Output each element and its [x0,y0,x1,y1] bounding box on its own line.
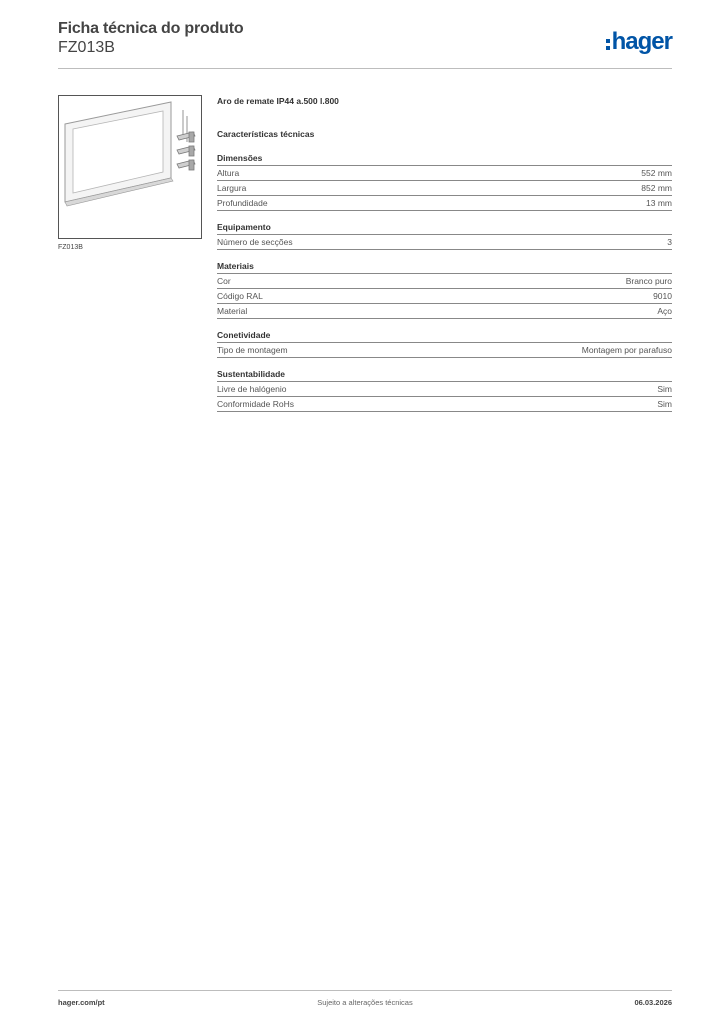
section-dimensoes [217,153,672,211]
spec-row [217,289,672,304]
image-caption: FZ013B [58,244,83,251]
spec-row [217,343,672,358]
section-title: Sustentabilidade [217,369,672,382]
spec-label: Cor [217,276,231,286]
finishing-frame-image [59,96,201,238]
spec-value: Sim [657,384,672,394]
section-title: Equipamento [217,222,672,235]
spec-label: Livre de halógenio [217,384,287,394]
tech-heading: Características técnicas [217,129,315,139]
page-header [58,20,672,68]
spec-row [217,397,672,412]
section-title: Conetividade [217,330,672,343]
logo-text: hager [611,28,672,55]
footer-website-link[interactable]: hager.com/pt [58,998,105,1007]
spec-row [217,235,672,250]
section-sustentabilidade [217,369,672,412]
spec-row [217,181,672,196]
header-divider [58,68,672,69]
spec-label: Conformidade RoHs [217,399,295,409]
logo-dots-icon [606,39,610,50]
spec-row [217,382,672,397]
footer-divider [58,990,672,991]
spec-value: Sim [657,399,672,409]
spec-value: 13 mm [646,198,672,208]
spec-label: Código RAL [217,291,263,301]
spec-label: Material [217,306,248,316]
spec-value: Montagem por parafuso [581,345,672,355]
spec-value: 3 [667,237,672,247]
section-title: Dimensões [217,153,672,166]
footer-notice: Sujeito a alterações técnicas [317,998,413,1007]
spec-row [217,166,672,181]
spec-label: Largura [217,183,247,193]
section-title: Materiais [217,261,672,274]
spec-value: Aço [657,306,672,316]
product-image [58,95,202,239]
spec-row [217,304,672,319]
spec-row [217,274,672,289]
spec-row [217,196,672,211]
spec-value: Branco puro [625,276,672,286]
section-conetividade [217,330,672,358]
spec-label: Número de secções [217,237,293,247]
section-equipamento [217,222,672,250]
product-code: FZ013B [58,39,115,56]
spec-content [217,96,672,412]
spec-label: Altura [217,168,240,178]
spec-label: Tipo de montagem [217,345,288,355]
section-materiais [217,261,672,319]
spec-value: 9010 [653,291,672,301]
product-name: Aro de remate IP44 a.500 l.800 [217,96,339,106]
spec-label: Profundidade [217,198,268,208]
spec-value: 852 mm [641,183,672,193]
spec-value: 552 mm [641,168,672,178]
hager-logo [606,28,672,56]
document-title: Ficha técnica do produto [58,20,244,37]
footer-date: 06.03.2026 [634,998,672,1007]
